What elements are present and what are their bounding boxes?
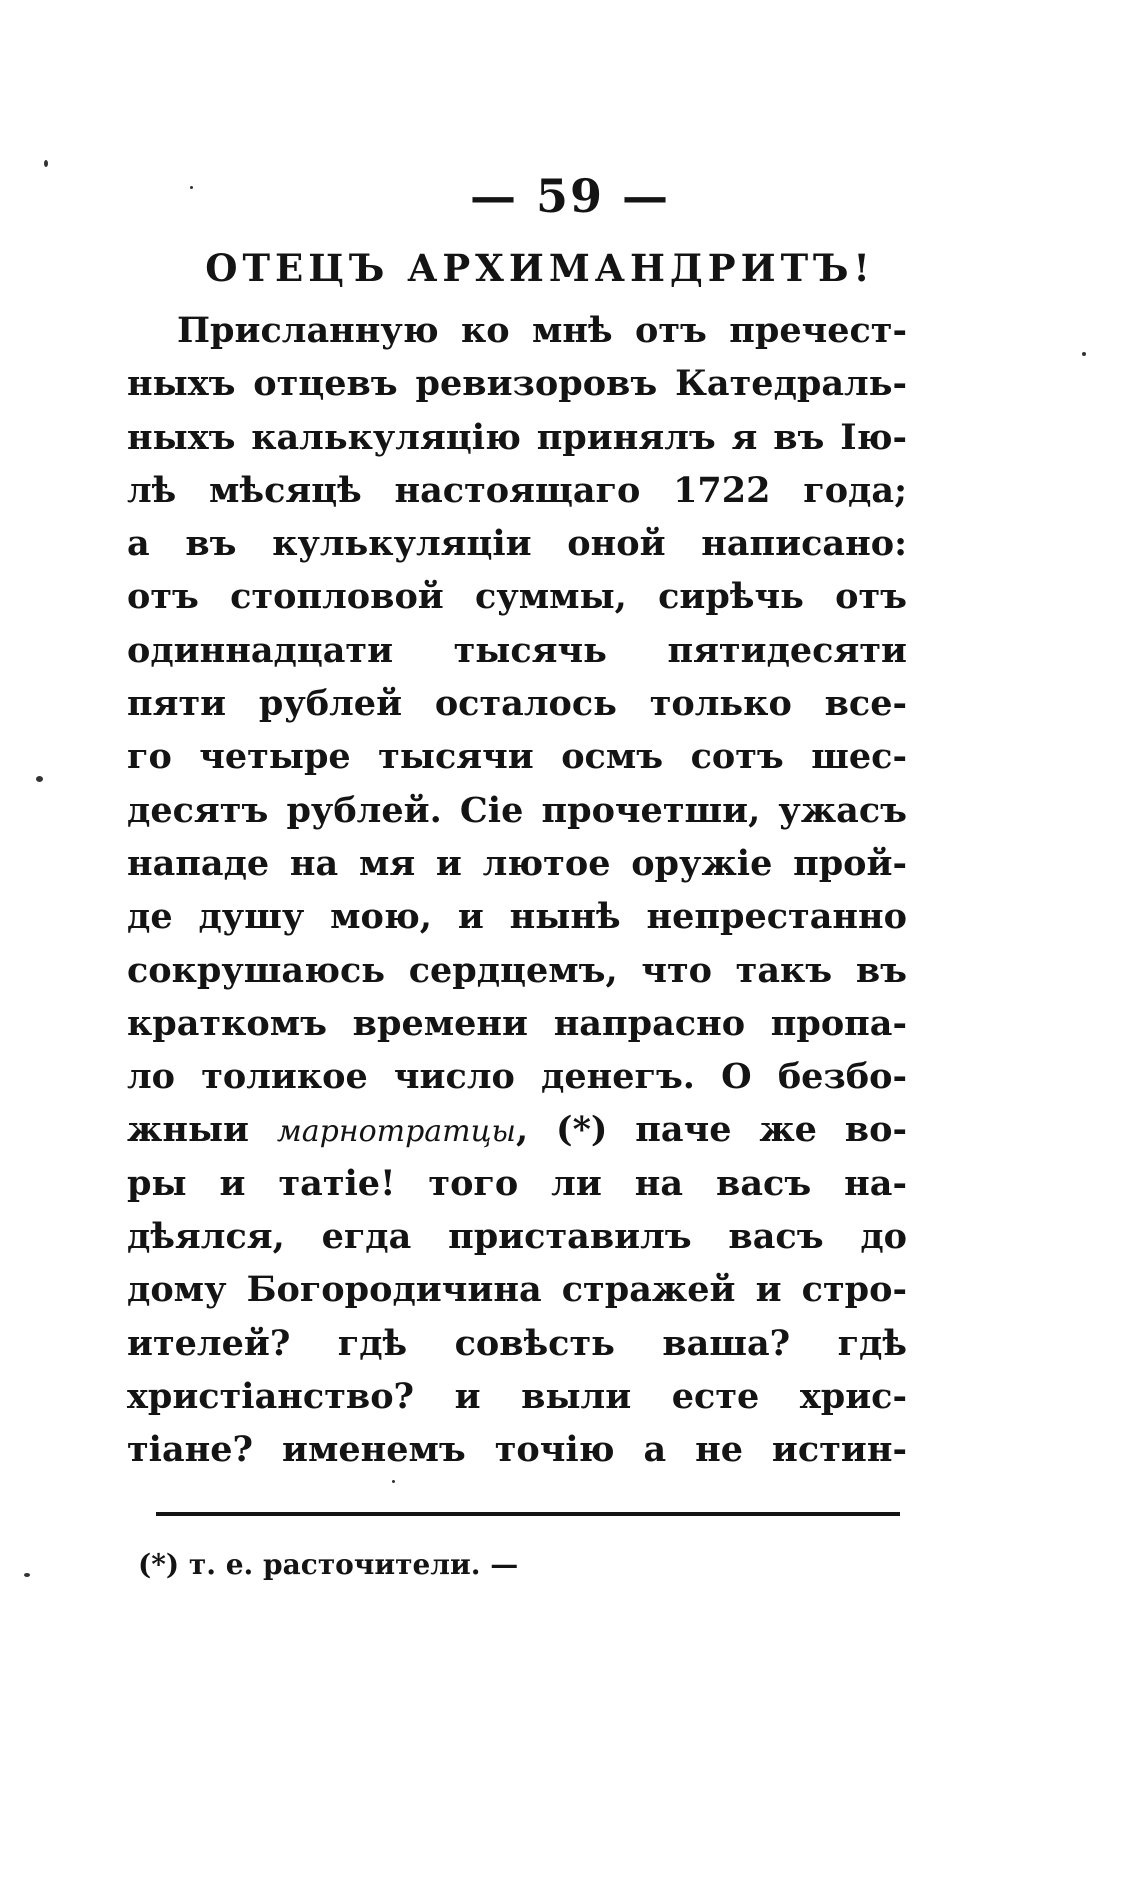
text-segment: Присланную ко мнѣ отъ пречест- <box>177 310 907 351</box>
text-line <box>127 1103 907 1156</box>
text-segment: десятъ рублей. Сіе прочетши, ужасъ <box>127 789 907 831</box>
text-line <box>127 464 907 517</box>
text-segment: а въ кулькуляціи оной написано: <box>127 523 907 565</box>
text-line <box>127 1263 907 1316</box>
text-line <box>127 837 907 890</box>
text-segment: нападе на мя и лютое оружіе прой- <box>127 842 907 884</box>
print-speck <box>1082 352 1086 356</box>
text-segment: тіане? именемъ точію а не истин- <box>127 1429 907 1471</box>
text-segment: ныхъ отцевъ ревизоровъ Катедраль- <box>127 363 907 405</box>
text-segment: лѣ мѣсяцѣ настоящаго 1722 года; <box>127 469 907 511</box>
text-line <box>127 944 907 997</box>
italic-word: марнотратцы <box>276 1114 516 1150</box>
print-speck <box>392 1480 395 1483</box>
text-line <box>127 1317 907 1370</box>
text-line <box>127 890 907 943</box>
text-line <box>127 1210 907 1263</box>
text-segment: христіанство? и выли есте хрис- <box>127 1375 907 1417</box>
text-segment: ры и татіе! того ли на васъ на- <box>127 1162 907 1204</box>
print-speck <box>190 186 193 189</box>
text-line <box>127 304 907 357</box>
text-segment: жныи <box>127 1109 277 1151</box>
text-segment: ло толикое число денегъ. О безбо- <box>127 1056 907 1098</box>
salutation-heading: ОТЕЦЪ АРХИМАНДРИТЪ! <box>205 246 875 290</box>
footnote-rule <box>156 1512 900 1516</box>
text-segment: дѣялся, егда приставилъ васъ до <box>127 1216 907 1258</box>
text-segment: ителей? гдѣ совѣсть ваша? гдѣ <box>127 1322 907 1364</box>
text-segment: сокрушаюсь сердцемъ, что такъ въ <box>127 949 907 991</box>
text-line <box>127 1050 907 1103</box>
text-line <box>127 517 907 570</box>
text-line <box>127 677 907 730</box>
print-speck <box>44 160 48 167</box>
text-segment: де душу мою, и нынѣ непрестанно <box>127 896 907 938</box>
print-speck <box>24 1573 30 1577</box>
text-line <box>127 1157 907 1210</box>
text-line <box>127 997 907 1050</box>
text-segment: отъ стопловой суммы, сирѣчь отъ <box>127 576 907 618</box>
body-text <box>127 304 907 1477</box>
text-segment: ныхъ калькуляцію принялъ я въ Ію- <box>127 416 907 458</box>
text-line <box>127 624 907 677</box>
text-line <box>127 784 907 837</box>
footnote: (*) т. е. расточители. — <box>138 1548 519 1581</box>
text-segment: пяти рублей осталось только все- <box>127 683 907 725</box>
text-segment: одиннадцати тысячь пятидесяти <box>127 629 907 671</box>
text-line <box>127 570 907 623</box>
text-segment: краткомъ времени напрасно пропа- <box>127 1002 907 1044</box>
print-speck <box>36 776 43 782</box>
text-line <box>127 730 907 783</box>
text-line <box>127 1423 907 1476</box>
text-line <box>127 1370 907 1423</box>
text-line <box>127 411 907 464</box>
text-segment: го четыре тысячи осмъ сотъ шес- <box>127 736 907 778</box>
text-segment: , (*) паче же во- <box>516 1109 907 1151</box>
text-line <box>127 357 907 410</box>
text-segment: дому Богородичина стражей и стро- <box>127 1269 907 1311</box>
page-number: — 59 — <box>469 169 671 223</box>
